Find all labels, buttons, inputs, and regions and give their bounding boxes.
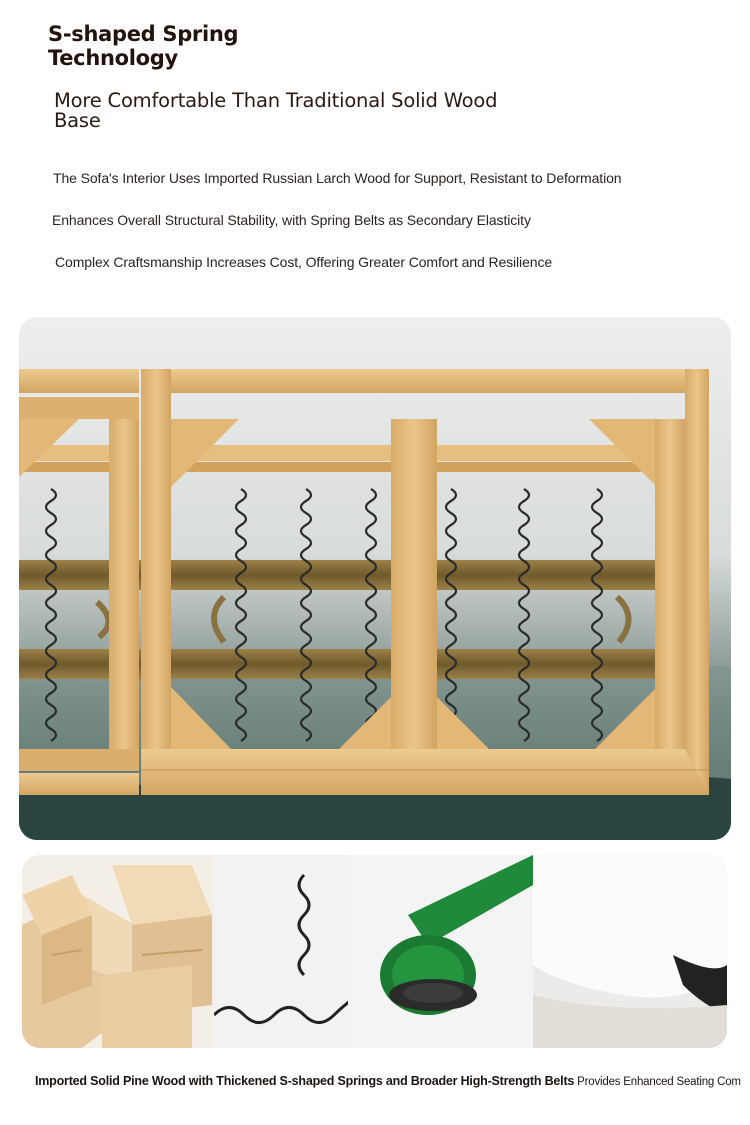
person-sitting-photo bbox=[533, 855, 727, 1048]
material-photo-strip bbox=[22, 855, 727, 1048]
green-belt-roll-photo bbox=[348, 855, 533, 1048]
feature-text-3: Complex Craftsmanship Increases Cost, Offering Greater Comfort and Resilience bbox=[55, 254, 553, 270]
caption-main: Imported Solid Pine Wood with Thickened S-shaped Springs and Broader High-Strength Belts bbox=[35, 1074, 575, 1088]
page-subtitle: More Comfortable Than Traditional Solid Wood Base bbox=[54, 89, 498, 132]
feature-text-1: The Sofa's Interior Uses Imported Russian Larch Wood for Support, Resistant to Deformation bbox=[53, 170, 622, 186]
page-title: S-shaped Spring Technology bbox=[48, 22, 239, 70]
feature-text-2: Enhances Overall Structural Stability, with Spring Belts as Secondary Elasticity bbox=[52, 212, 531, 228]
caption-extra: Provides Enhanced Seating Com bbox=[577, 1076, 741, 1088]
sofa-frame-illustration bbox=[19, 317, 731, 840]
wood-blocks-photo bbox=[22, 855, 214, 1048]
s-spring-photo bbox=[214, 855, 348, 1048]
caption bbox=[35, 1074, 750, 1088]
